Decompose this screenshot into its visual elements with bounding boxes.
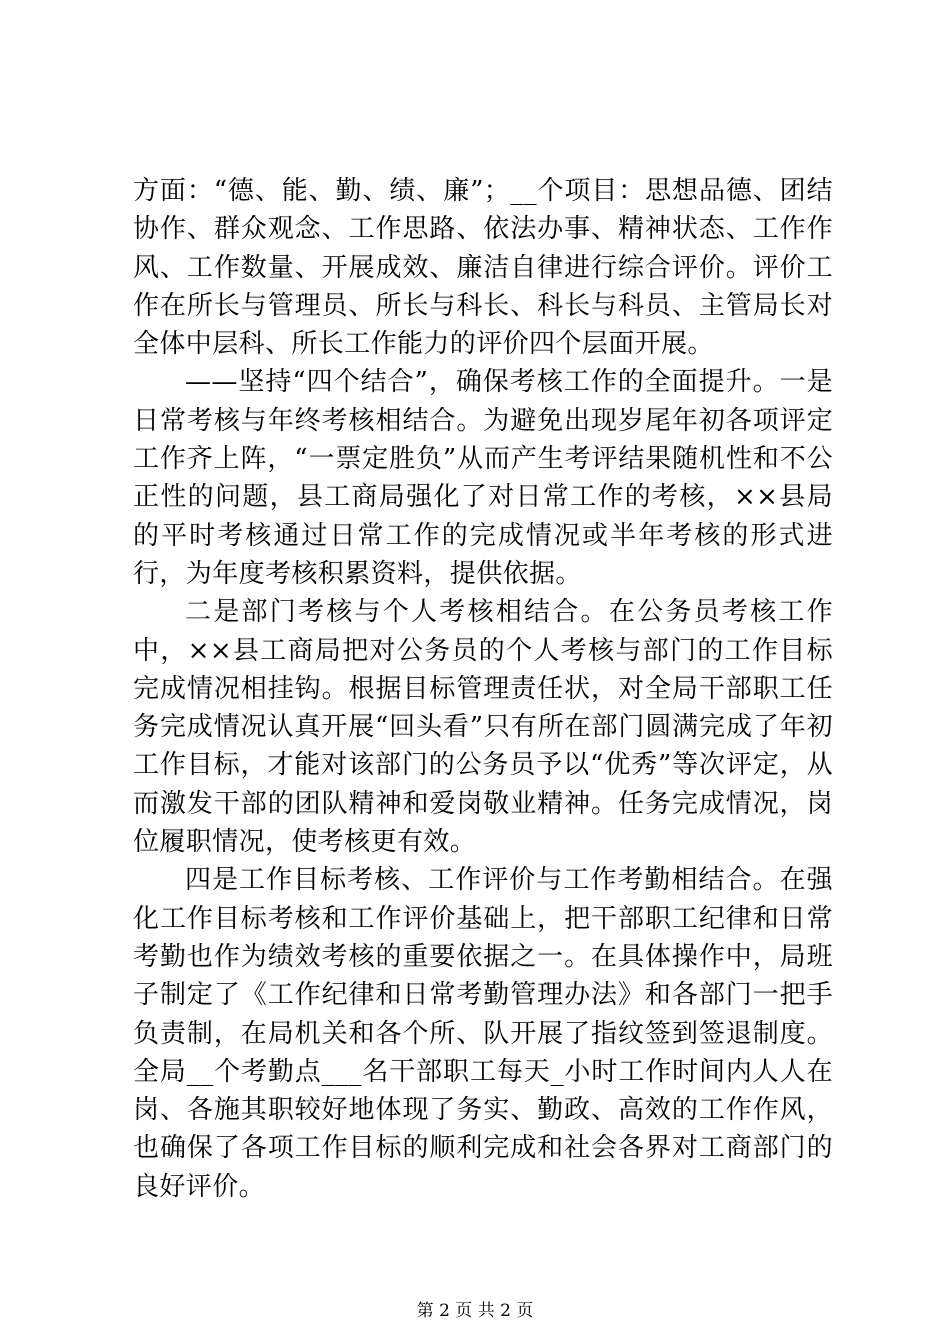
paragraph-2: ——坚持“四个结合”，确保考核工作的全面提升。一是日常考核与年终考核相结合。为避免出现岁尾年初各项评定工作齐上阵，“一票定胜负”从而产生考评结果随机性和不公正性的问题，县工商局强化了对日常工作的考核，××县局的平时考核通过日常工作的完成情况或半年考核的形式进行，为年度考核积累资料，提供依据。 [133, 367, 833, 589]
paragraph-3: 二是部门考核与个人考核相结合。在公务员考核工作中，××县工商局把对公务员的个人考核与部门的工作目标完成情况相挂钩。根据目标管理责任状，对全局干部职工任务完成情况认真开展“回头看”只有所在部门圆满完成了年初工作目标，才能对该部门的公务员予以“优秀”等次评定，从而激发干部的团队精神和爱岗敬业精神。任务完成情况，岗位履职情况，使考核更有效。 [133, 597, 833, 858]
paragraph-1: 方面：“德、能、勤、绩、廉”；__个项目：思想品德、团结协作、群众观念、工作思路、依法办事、精神状态、工作作风、工作数量、开展成效、廉洁自律进行综合评价。评价工作在所长与管理员、所长与科长、科长与科员、主管局长对全体中层科、所长工作能力的评价四个层面开展。 [133, 176, 833, 360]
page-footer: 第 2 页 共 2 页 [416, 1301, 534, 1321]
paragraph-4: 四是工作目标考核、工作评价与工作考勤相结合。在强化工作目标考核和工作评价基础上，把干部职工纪律和日常考勤也作为绩效考核的重要依据之一。在具体操作中，局班子制定了《工作纪律和日常考勤管理办法》和各部门一把手负责制，在局机关和各个所、队开展了指纹签到签退制度。全局__个考勤点___名干部职工每天_小时工作时间内人人在岗、各施其职较好地体现了务实、勤政、高效的工作作风，也确保了各项工作目标的顺利完成和社会各界对工商部门的良好评价。 [133, 865, 833, 1202]
document-body [133, 172, 833, 1206]
